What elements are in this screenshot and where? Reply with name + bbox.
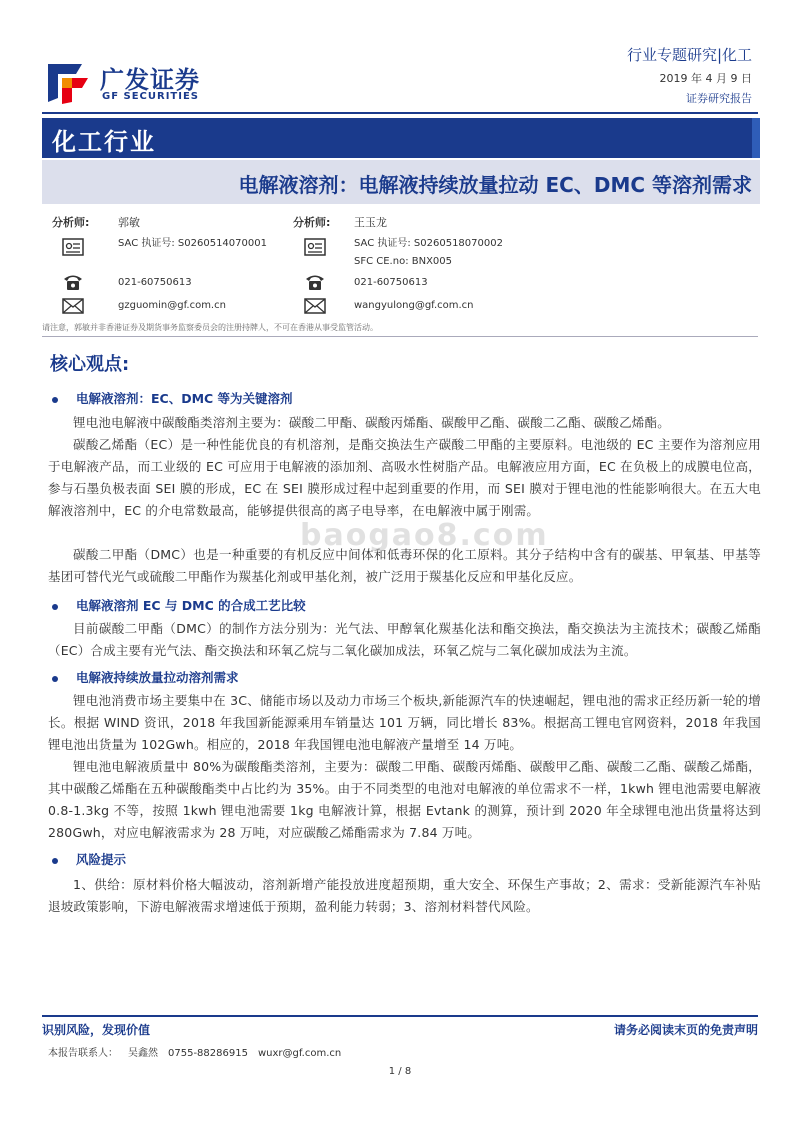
paragraph: 锂电池消费市场主要集中在 3C、储能市场以及动力市场三个板块,新能源汽车的快速崛起，锂电池的需求正经历新一轮的增长。根据 WIND 资讯，2018 年我国新能源乘用车销量达 101 万辆，同比增长 83%。根据高工锂电官网资料，2018 年我国锂电池出货量为 102Gwh。相应的，2018 年我国锂电池电解液产量增至 14 万吨。 bbox=[48, 693, 761, 752]
email-icon bbox=[62, 297, 84, 315]
contact-label: 本报告联系人： bbox=[48, 1048, 118, 1059]
industry-title: 化工行业 bbox=[52, 128, 156, 156]
section-heading: 电解液溶剂 EC 与 DMC 的合成工艺比较 bbox=[52, 596, 306, 614]
footer-divider bbox=[42, 1015, 758, 1017]
section-heading: 电解液持续放量拉动溶剂需求 bbox=[52, 668, 239, 686]
footer-disclaimer-note: 请务必阅读末页的免责声明 bbox=[613, 1023, 758, 1037]
bullet-icon bbox=[52, 604, 58, 610]
logo-text-cn: 广发证券 bbox=[100, 66, 200, 94]
disclaimer: 请注意，郭敏并非香港证券及期货事务监察委员会的注册持牌人，不可在香港从事受监管活动。 bbox=[42, 323, 378, 332]
report-category: 行业专题研究|化工 bbox=[626, 46, 752, 64]
id-card-icon bbox=[62, 238, 84, 256]
analyst-sac-number: SAC 执证号: S0260514070001 bbox=[118, 238, 267, 249]
section-heading: 风险提示 bbox=[52, 850, 126, 868]
report-type: 证券研究报告 bbox=[686, 92, 752, 105]
bullet-icon bbox=[52, 676, 58, 682]
analyst-sac-number: SAC 执证号: S0260518070002 bbox=[354, 238, 503, 249]
analyst-label: 分析师: bbox=[52, 216, 90, 229]
header-divider bbox=[42, 112, 758, 114]
report-title: 电解液溶剂：电解液持续放量拉动 EC、DMC 等溶剂需求 bbox=[238, 173, 752, 197]
email-icon bbox=[304, 297, 326, 315]
analyst-label: 分析师: bbox=[293, 216, 331, 229]
analyst-email[interactable]: gzguomin@gf.com.cn bbox=[118, 300, 226, 311]
section-heading: 电解液溶剂：EC、DMC 等为关键溶剂 bbox=[52, 389, 293, 407]
bullet-icon bbox=[52, 397, 58, 403]
footer-slogan: 识别风险，发现价值 bbox=[42, 1023, 151, 1037]
disclaimer-divider bbox=[42, 336, 758, 337]
id-card-icon bbox=[304, 238, 326, 256]
paragraph: 碳酸二甲酯（DMC）也是一种重要的有机反应中间体和低毒环保的化工原料。其分子结构中含有的碳基、甲氧基、甲基等基团可替代光气或硫酸二甲酯作为羰基化剂或甲基化剂，被广泛用于羰基化反应和甲基化反应。 bbox=[48, 547, 761, 584]
contact-name: 吴鑫然 bbox=[128, 1048, 158, 1059]
report-contact bbox=[48, 1044, 351, 1059]
analyst-phone: 021-60750613 bbox=[118, 277, 192, 288]
contact-email[interactable]: wuxr@gf.com.cn bbox=[257, 1048, 342, 1059]
analyst-email[interactable]: wangyulong@gf.com.cn bbox=[354, 300, 474, 311]
paragraph: 锂电池电解液质量中 80%为碳酸酯类溶剂，主要为：碳酸二甲酯、碳酸丙烯酯、碳酸甲乙酯、碳酸二乙酯、碳酸乙烯酯，其中碳酸乙烯酯在五种碳酸酯类中占比约为 35%。由于不同类型的电池对电解液的单位需求不一样，1kwh 锂电池需要电解液 0.8-1.3kg 不等，按照 1kwh 锂电池需要 1kg 电解液计算，根据 Evtank 的测算，预计到 2020 年全球锂电池出货量将达到 280Gwh，对应电解液需求为 28 万吨，对应碳酸乙烯酯需求为 7.84 万吨。 bbox=[48, 759, 761, 840]
core-views-title: 核心观点: bbox=[50, 354, 130, 375]
analyst-sfc-number: SFC CE.no: BNX005 bbox=[354, 256, 453, 267]
paragraph: 1、供给：原材料价格大幅波动，溶剂新增产能投放进度超预期，重大安全、环保生产事故；2、需求：受新能源汽车补贴退坡政策影响，下游电解液需求增速低于预期，盈利能力转弱；3、溶剂材料替代风险。 bbox=[48, 877, 761, 914]
phone-icon bbox=[62, 273, 84, 291]
watermark: baogao8.com bbox=[300, 518, 549, 553]
gf-logo-icon bbox=[42, 58, 94, 106]
bullet-icon bbox=[52, 858, 58, 864]
paragraph: 目前碳酸二甲酯（DMC）的制作方法分别为：光气法、甲醇氧化羰基化法和酯交换法，酯交换法为主流技术；碳酸乙烯酯（EC）合成主要有光气法、酯交换法和环氧乙烷与二氧化碳加成法，环氧乙烷与二氧化碳加成法为主流。 bbox=[48, 621, 761, 658]
paragraph: 锂电池电解液中碳酸酯类溶剂主要为：碳酸二甲酯、碳酸丙烯酯、碳酸甲乙酯、碳酸二乙酯、碳酸乙烯酯。 bbox=[73, 415, 670, 430]
analyst-name: 郭敏 bbox=[118, 216, 140, 229]
report-date: 2019 年 4 月 9 日 bbox=[659, 72, 752, 85]
page-number: 1 / 8 bbox=[388, 1066, 412, 1077]
phone-icon bbox=[304, 273, 326, 291]
paragraph: 碳酸乙烯酯（EC）是一种性能优良的有机溶剂，是酯交换法生产碳酸二甲酯的主要原料。电池级的 EC 主要作为溶剂应用于电解液产品，而工业级的 EC 可应用于电解液的添加剂、高吸水性树脂产品。电解液应用方面，EC 在负极上的成膜电位高，参与石墨负极表面 SEI 膜的形成，EC 在 SEI 膜形成过程中起到重要的作用，而 SEI 膜对于锂电池的性能影响很大。在五大电解液溶剂中，EC 的介电常数最高，能够提供很高的离子电导率，在电解液中属于刚需。 bbox=[48, 437, 761, 518]
analyst-phone: 021-60750613 bbox=[354, 277, 428, 288]
contact-phone: 0755-88286915 bbox=[168, 1048, 248, 1059]
logo-text-en: GF SECURITIES bbox=[102, 91, 200, 102]
analyst-name: 王玉龙 bbox=[354, 216, 387, 229]
